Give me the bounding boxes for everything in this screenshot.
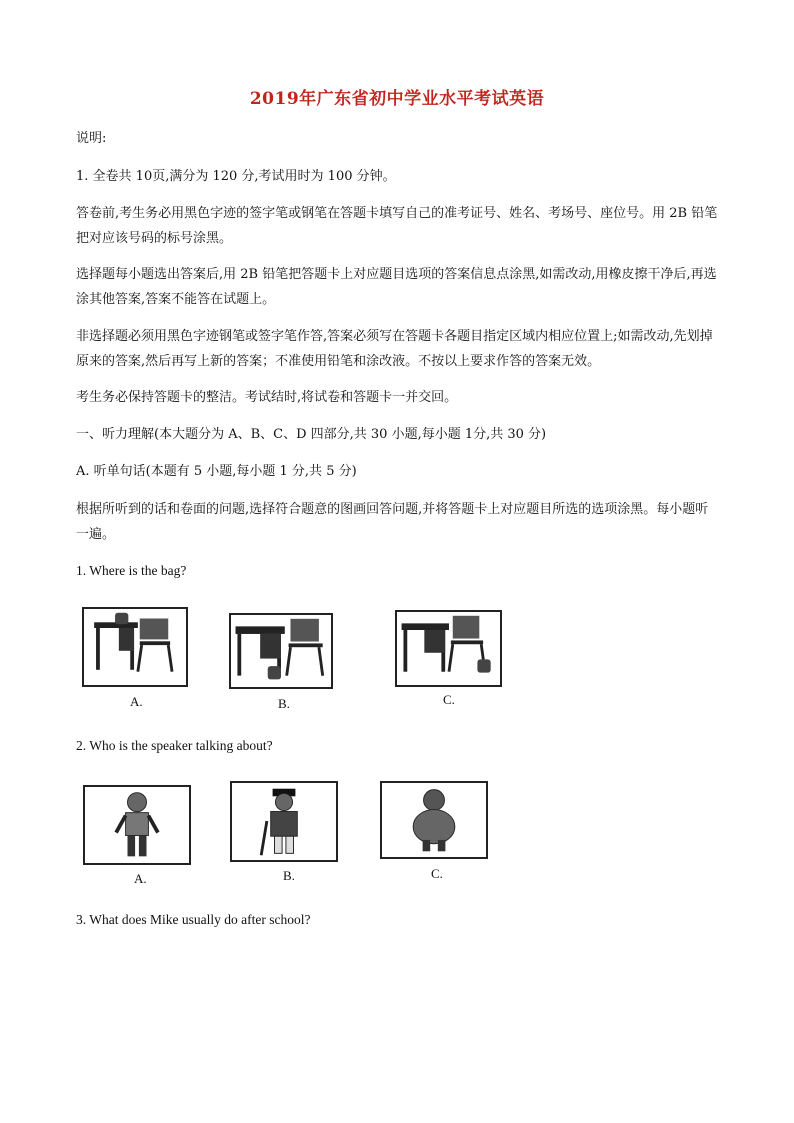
q1-option-a-image [82,607,188,687]
q2-option-a-label: A. [134,871,147,886]
instruction-3: 选择题每小题选出答案后,用 2B 铅笔把答题卡上对应题目选项的答案信息点涂黑,如需改动,用橡皮擦干净后,再选涂其他答案,答案不能答在试题上。 [76,267,717,307]
young-man-illustration [85,787,189,863]
desk-chair-bag-beside-chair-illustration [397,612,500,685]
desk-chair-bag-under-desk-illustration [231,615,331,687]
instruction-2: 答卷前,考生务必用黑色字迹的签字笔或钢笔在答题卡填写自己的准考证号、姓名、考场号、座位号。用 2B 铅笔把对应该号码的标号涂黑。 [76,206,718,246]
heavy-man-illustration [382,783,486,857]
q2-option-c-image [380,781,488,859]
q1-option-c-image [395,610,502,687]
q2-option-b-label: B. [283,868,295,883]
part-a-heading: A. 听单句话(本题有 5 小题,每小题 1 分,共 5 分) [76,464,357,479]
instruction-4: 非选择题必须用黑色字迹钢笔或签字笔作答,答案必须写在答题卡各题目指定区域内相应位置上;如需改动,先划掉原来的答案,然后再写上新的答案；不准使用铅笔和涂改液。不按以上要求作答的答案无效。 [76,329,713,369]
q1-option-c-label: C. [443,692,455,707]
q2-option-c-label: C. [431,866,443,881]
intro-label: 说明: [76,131,107,146]
instruction-5: 考生务必保持答题卡的整洁。考试结时,将试卷和答题卡一并交回。 [76,390,458,405]
q2-option-a-image [83,785,191,865]
q1-option-a-label: A. [130,694,143,709]
question-1-text: 1. Where is the bag? [76,563,187,578]
q1-option-b-image [229,613,333,689]
part-a-directions: 根据所听到的话和卷面的问题,选择符合题意的图画回答问题,并将答题卡上对应题目所选的选项涂黑。每小题听一遍。 [76,502,709,542]
desk-chair-bag-on-desk-illustration [84,609,186,685]
question-2-text: 2. Who is the speaker talking about? [76,738,273,753]
page-title: 2019年广东省初中学业水平考试英语 [249,89,545,109]
instruction-1: 1. 全卷共 10页,满分为 120 分,考试用时为 100 分钟。 [76,169,396,184]
section-heading: 一、听力理解(本大题分为 A、B、C、D 四部分,共 30 小题,每小题 1分,共 30 分) [76,427,547,442]
question-3-text: 3. What does Mike usually do after school? [76,912,311,927]
q2-option-b-image [230,781,338,862]
old-man-with-cane-illustration [232,783,336,860]
q1-option-b-label: B. [278,696,290,711]
